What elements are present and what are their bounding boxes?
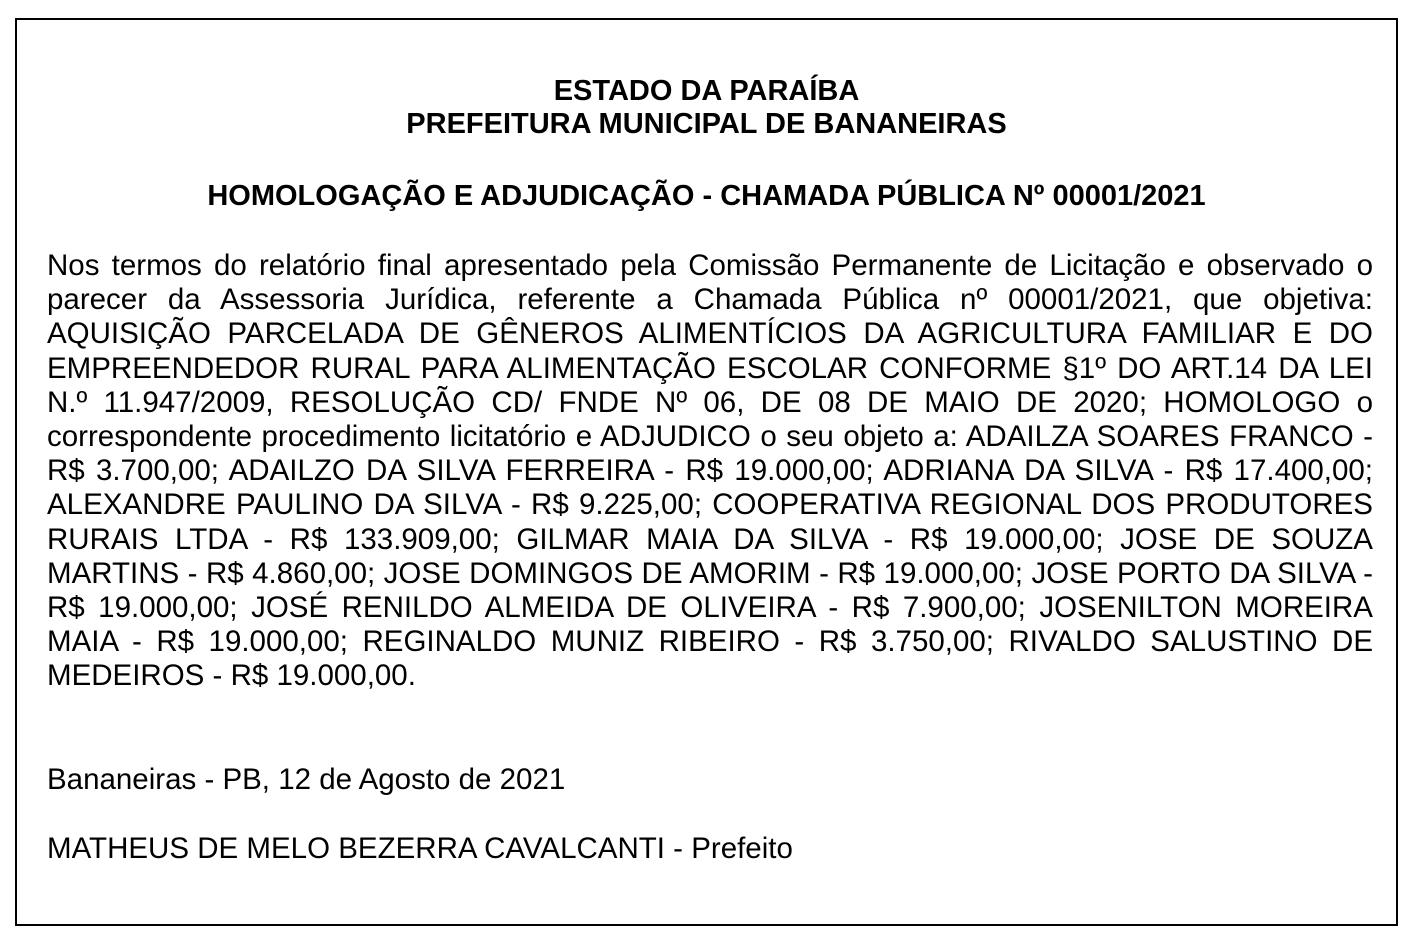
- notice-subject: HOMOLOGAÇÃO E ADJUDICAÇÃO - CHAMADA PÚBLICA Nº 00001/2021: [207, 180, 1206, 212]
- notice-frame: [15, 18, 1398, 926]
- notice-header: [17, 75, 1396, 141]
- state-name: ESTADO DA PARAÍBA: [553, 75, 860, 107]
- notice-date: Bananeiras - PB, 12 de Agosto de 2021: [47, 763, 566, 796]
- notice-body: Nos termos do relatório final apresentado pela Comissão Permanente de Licitação e observado o parecer da Assessoria Jurídica, referente a Chamada Pública nº 00001/2021, que objetiva: AQUISIÇÃO PARCELADA DE GÊNEROS ALIMENTÍCIOS DA AGRICULTURA FAMILIAR E DO EMPREENDEDOR RURAL PARA ALIMENTAÇÃO ESCOLAR CONFORME §1º DO ART.14 DA LEI N.º 11.947/2009, RESOLUÇÃO CD/ FNDE Nº 06, DE 08 DE MAIO DE 2020; HOMOLOGO o correspondente procedimento licitatório e ADJUDICO o seu objeto a: ADAILZA SOARES FRANCO - R$ 3.700,00; ADAILZO DA SILVA FERREIRA - R$ 19.000,00; ADRIANA DA SILVA - R$ 17.400,00; ALEXANDRE PAULINO DA SILVA - R$ 9.225,00; COOPERATIVA REGIONAL DOS PRODUTORES RURAIS LTDA - R$ 133.909,00; GILMAR MAIA DA SILVA - R$ 19.000,00; JOSE DE SOUZA MARTINS - R$ 4.860,00; JOSE DOMINGOS DE AMORIM - R$ 19.000,00; JOSE PORTO DA SILVA - R$ 19.000,00; JOSÉ RENILDO ALMEIDA DE OLIVEIRA - R$ 7.900,00; JOSENILTON MOREIRA MAIA - R$ 19.000,00; REGINALDO MUNIZ RIBEIRO - R$ 3.750,00; RIVALDO SALUSTINO DE MEDEIROS - R$ 19.000,00.: [47, 249, 1373, 693]
- municipality-name: PREFEITURA MUNICIPAL DE BANANEIRAS: [406, 108, 1007, 140]
- notice-signature: MATHEUS DE MELO BEZERRA CAVALCANTI - Prefeito: [47, 832, 793, 865]
